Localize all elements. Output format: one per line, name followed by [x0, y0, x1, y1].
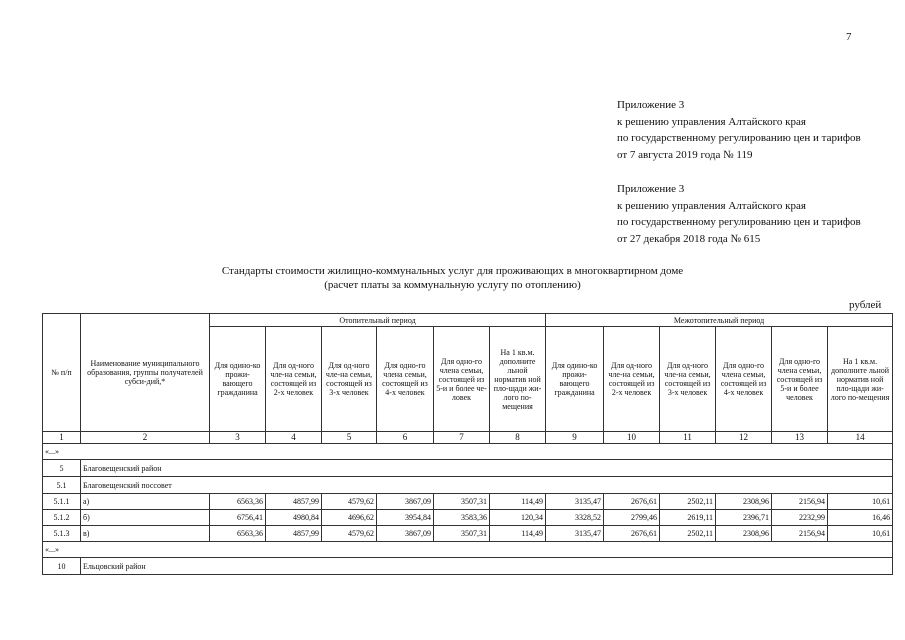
column-number: 6 [377, 432, 434, 444]
value-cell: 16,46 [828, 510, 893, 526]
header-heating-col: На 1 кв.м. дополните льной норматив ной пло-щади жи-лого по-мещения [490, 327, 546, 432]
document-title [0, 264, 905, 292]
column-number: 13 [772, 432, 828, 444]
value-cell: 2502,11 [660, 526, 716, 542]
value-cell: 3867,09 [377, 494, 434, 510]
row-number: 5.1.1 [43, 494, 81, 510]
header-interheating-period: Межотопительный период [546, 314, 893, 327]
value-cell: 4857,99 [266, 526, 322, 542]
appendix-line: Приложение 3 [617, 183, 685, 195]
ellipsis-row [43, 542, 893, 558]
appendix-line: по государственному регулированию цен и тарифов [617, 132, 861, 144]
ellipsis-row [43, 444, 893, 460]
column-number: 2 [81, 432, 210, 444]
appendix-line: от 27 декабря 2018 года № 615 [617, 232, 761, 245]
value-cell: 2619,11 [660, 510, 716, 526]
value-cell: 3954,84 [377, 510, 434, 526]
value-cell: 3507,31 [434, 494, 490, 510]
column-number: 4 [266, 432, 322, 444]
units-label: рублей [849, 299, 882, 311]
column-number: 5 [322, 432, 377, 444]
header-interheating-col: Для одно-го члена семьи, состоящей из 5-и и более человек [772, 327, 828, 432]
row-group: б) [81, 510, 210, 526]
ellipsis-text: «...» [43, 444, 893, 460]
value-cell: 4696,62 [322, 510, 377, 526]
value-cell: 6563,36 [210, 526, 266, 542]
table-row [43, 526, 893, 542]
value-cell: 114,49 [490, 494, 546, 510]
value-cell: 2156,94 [772, 494, 828, 510]
page-number: 7 [846, 31, 852, 43]
row-group: а) [81, 494, 210, 510]
column-number: 8 [490, 432, 546, 444]
row-group: в) [81, 526, 210, 542]
row-number: 5.1.3 [43, 526, 81, 542]
table-row [43, 494, 893, 510]
value-cell: 4857,99 [266, 494, 322, 510]
appendix-current-block [617, 97, 861, 163]
column-number: 9 [546, 432, 604, 444]
standards-table [42, 313, 893, 575]
appendix-line: от 7 августа 2019 года № 119 [617, 148, 753, 161]
value-cell: 2676,61 [604, 526, 660, 542]
header-heating-col: Для одино-ко прожи-вающего гражданина [210, 327, 266, 432]
value-cell: 2799,46 [604, 510, 660, 526]
region-row [43, 558, 893, 575]
column-number: 11 [660, 432, 716, 444]
appendix-line: к решению управления Алтайского края [617, 199, 806, 212]
header-name: Наименование муниципального образования, группы получателей субси-дий,* [81, 314, 210, 432]
value-cell: 4579,62 [322, 526, 377, 542]
region-row [43, 460, 893, 477]
region-name: Благовещенский район [81, 460, 893, 477]
header-heating-period: Отопительный период [210, 314, 546, 327]
value-cell: 6563,36 [210, 494, 266, 510]
column-number: 10 [604, 432, 660, 444]
title-subline: (расчет платы за коммунальную услугу по отоплению) [324, 279, 581, 291]
column-number: 1 [43, 432, 81, 444]
value-cell: 10,61 [828, 526, 893, 542]
value-cell: 4579,62 [322, 494, 377, 510]
appendix-line: Приложение 3 [617, 99, 685, 111]
value-cell: 114,49 [490, 526, 546, 542]
row-number: 5.1 [43, 477, 81, 494]
header-interheating-col: Для одно-го члена семьи, состоящей из 4-х человек [716, 327, 772, 432]
row-number: 5.1.2 [43, 510, 81, 526]
value-cell: 2676,61 [604, 494, 660, 510]
value-cell: 3328,52 [546, 510, 604, 526]
appendix-line: по государственному регулированию цен и тарифов [617, 216, 861, 228]
title-line: Стандарты стоимости жилищно-коммунальных услуг для проживающих в многоквартирном доме [221, 265, 684, 277]
header-interheating-col: Для од-ного чле-на семьи, состоящей из 3-х человек [660, 327, 716, 432]
value-cell: 2308,96 [716, 494, 772, 510]
value-cell: 4980,84 [266, 510, 322, 526]
header-heating-col: Для одно-го члена семьи, состоящей из 5-и и более че-ловек [434, 327, 490, 432]
value-cell: 6756,41 [210, 510, 266, 526]
header-interheating-col: На 1 кв.м. дополните льной норматив ной пло-щади жи-лого по-мещения [828, 327, 893, 432]
value-cell: 2396,71 [716, 510, 772, 526]
value-cell: 3507,31 [434, 526, 490, 542]
value-cell: 2232,99 [772, 510, 828, 526]
value-cell: 10,61 [828, 494, 893, 510]
value-cell: 3135,47 [546, 494, 604, 510]
header-heating-col: Для од-ного чле-на семьи, состоящей из 3-х человек [322, 327, 377, 432]
column-numbers-row [43, 432, 893, 444]
value-cell: 2502,11 [660, 494, 716, 510]
column-number: 7 [434, 432, 490, 444]
council-row [43, 477, 893, 494]
appendix-line: к решению управления Алтайского края [617, 115, 806, 128]
value-cell: 3867,09 [377, 526, 434, 542]
column-number: 14 [828, 432, 893, 444]
header-interheating-col: Для одино-ко прожи-вающего гражданина [546, 327, 604, 432]
header-interheating-col: Для од-ного чле-на семьи, состоящей из 2-х человек [604, 327, 660, 432]
row-number: 5 [43, 460, 81, 477]
header-heating-col: Для одно-го члена семьи, состоящей из 4-х человек [377, 327, 434, 432]
value-cell: 120,34 [490, 510, 546, 526]
header-heating-col: Для од-ного чле-на семьи, состоящей из 2-х человек [266, 327, 322, 432]
column-number: 3 [210, 432, 266, 444]
value-cell: 2156,94 [772, 526, 828, 542]
row-number: 10 [43, 558, 81, 575]
table-row [43, 510, 893, 526]
column-number: 12 [716, 432, 772, 444]
value-cell: 2308,96 [716, 526, 772, 542]
appendix-previous-block [617, 181, 861, 247]
header-number: № п/п [43, 314, 81, 432]
ellipsis-text: «...» [43, 542, 893, 558]
value-cell: 3583,36 [434, 510, 490, 526]
council-name: Благовещенский поссовет [81, 477, 893, 494]
value-cell: 3135,47 [546, 526, 604, 542]
region-name: Ельцовский район [81, 558, 893, 575]
